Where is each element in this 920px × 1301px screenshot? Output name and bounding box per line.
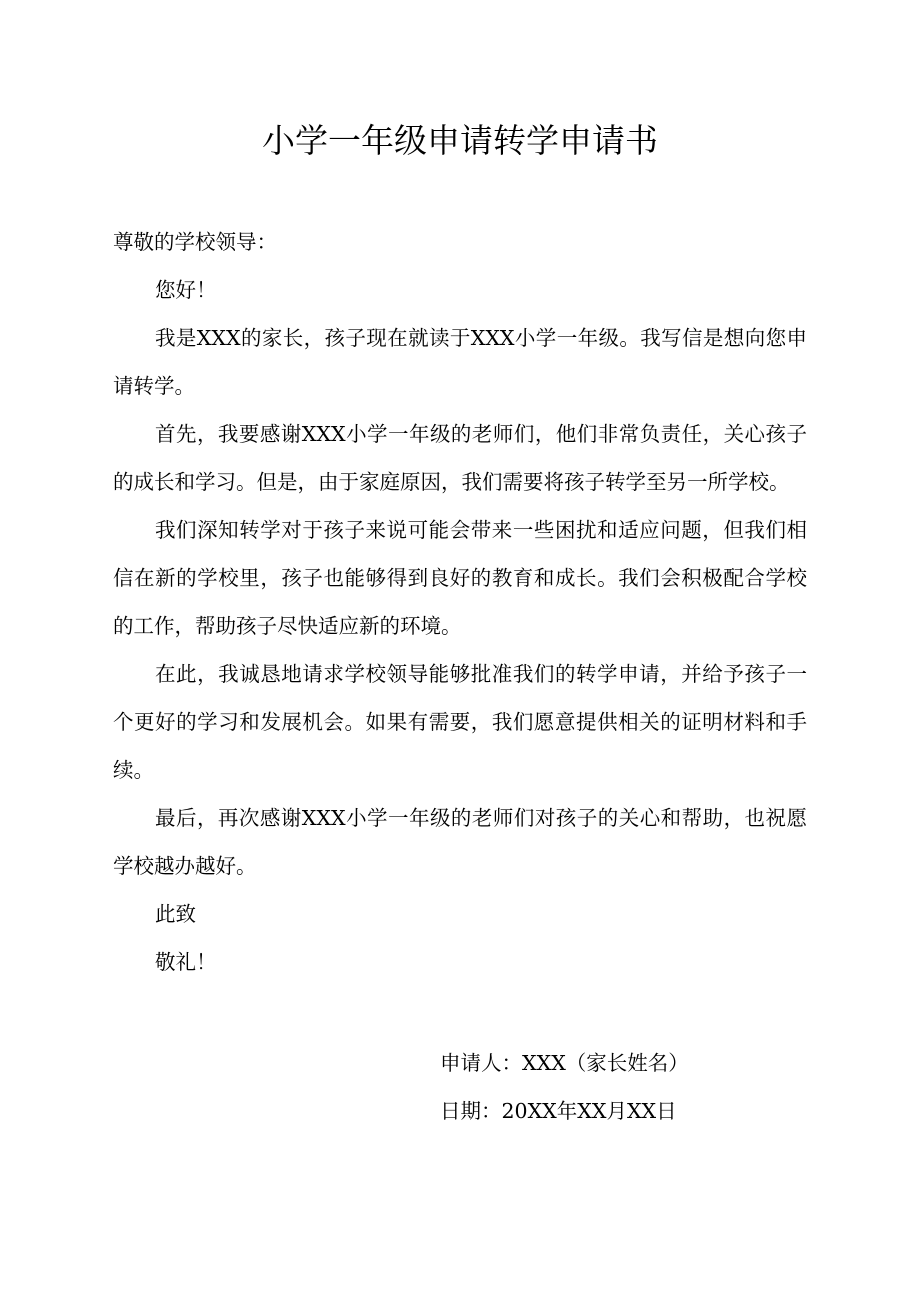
paragraph-5: 最后，再次感谢XXX小学一年级的老师们对孩子的关心和帮助，也祝愿学校越办越好。 xyxy=(113,806,807,878)
signature-block xyxy=(440,1039,840,1135)
closing-line-2: 敬礼！ xyxy=(155,950,217,974)
salutation: 尊敬的学校领导： xyxy=(113,230,277,254)
greeting: 您好！ xyxy=(155,278,217,302)
date-line: 日期：20XX年XX月XX日 xyxy=(440,1099,677,1123)
paragraph-4: 在此，我诚恳地请求学校领导能够批准我们的转学申请，并给予孩子一个更好的学习和发展机会。如果有需要，我们愿意提供相关的证明材料和手续。 xyxy=(113,662,807,782)
closing-line-1: 此致 xyxy=(155,902,196,926)
applicant-line: 申请人：XXX（家长姓名） xyxy=(440,1051,689,1075)
paragraph-2: 首先，我要感谢XXX小学一年级的老师们，他们非常负责任，关心孩子的成长和学习。但是，由于家庭原因，我们需要将孩子转学至另一所学校。 xyxy=(113,422,807,494)
letter-body xyxy=(113,218,807,986)
paragraph-1: 我是XXX的家长，孩子现在就读于XXX小学一年级。我写信是想向您申请转学。 xyxy=(113,326,807,398)
document-title: 小学一年级申请转学申请书 xyxy=(262,121,658,160)
paragraph-3: 我们深知转学对于孩子来说可能会带来一些困扰和适应问题，但我们相信在新的学校里，孩子也能够得到良好的教育和成长。我们会积极配合学校的工作，帮助孩子尽快适应新的环境。 xyxy=(113,518,807,638)
